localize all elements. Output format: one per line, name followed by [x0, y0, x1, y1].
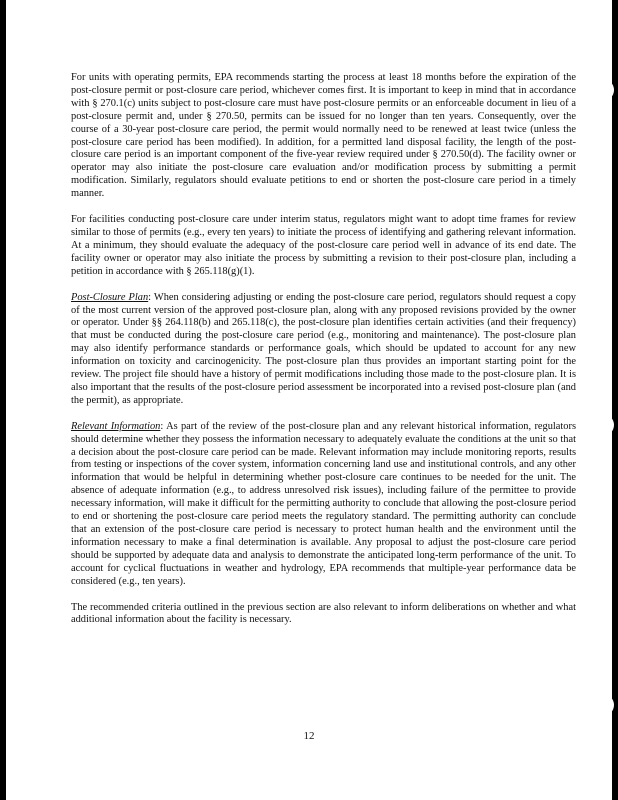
section-heading-post-closure-plan: Post-Closure Plan [71, 291, 149, 303]
paragraph-operating-permits [71, 72, 576, 201]
paragraph-text: For units with operating permits, EPA recommends starting the process at least 18 months before the expiration of the post-closure permit or post-closure care period, whichever comes first. It is important to keep in mind that in accordance with § 270.1(c) units subject to post-closure care must have post-closure permits or an enforceable document in lieu of a post-closure permit and, under § 270.50, permits can be issued for no longer than ten years. Consequently, over the course of a 30-year post-closure care period, the permit would normally need to be renewed at least twice (unless the post-closure care period has been modified). In addition, for a permitted land disposal facility, the length of the post-closure care period is an important component of the five-year review required under § 270.50(d). The facility owner or operator may also initiate the post-closure care evaluation and/or modification process by submitting a permit modification. Similarly, regulators should evaluate petitions to end or shorten the post-closure care period in a timely manner. [71, 72, 576, 200]
page-number: 12 [303, 730, 315, 742]
paragraph-text: : When considering adjusting or ending the post-closure care period, regulators should request a copy of the most current version of the approved post-closure plan, along with any proposed revisions provided by the owner or operator. Under §§ 264.118(b) and 265.118(c), the post-closure plan identifies certain activities (and their frequency) that must be conducted during the post-closure care period (e.g., monitoring and maintenance). The post-closure plan may also identify performance standards or performance goals, which should be updated to account for any new information on toxicity and carcinogenicity. The post-closure plan thus provides an important starting point for the review. The project file should have a history of permit modifications including those made to the post-closure plan. It is also important that the results of the post-closure period assessment be incorporated into a revised post-closure plan (and the permit), as appropriate. [71, 291, 576, 406]
punch-hole-icon [592, 414, 614, 436]
paragraph-post-closure-plan [71, 292, 576, 408]
document-page [6, 0, 612, 800]
punch-hole-icon [592, 79, 614, 101]
paragraph-recommended-criteria [71, 602, 576, 628]
paragraph-interim-status [71, 214, 576, 279]
paragraph-relevant-information [71, 421, 576, 589]
paragraph-text: For facilities conducting post-closure care under interim status, regulators might want to adopt time frames for review similar to those of permits (e.g., every ten years) to initiate the process of identifying and gathering relevant information. At a minimum, they should evaluate the adequacy of the post-closure care period well in advance of its end date. The facility owner or operator may also initiate the process by submitting a revision to their post-closure plan, including a petition in accordance with § 265.118(g)(1). [71, 214, 576, 277]
paragraph-text: : As part of the review of the post-closure plan and any relevant historical information, regulators should determine whether they possess the information necessary to adequately evaluate the conditions at the unit so that a decision about the post-closure care period can be made. Relevant information may include monitoring reports, results from testing or inspections of the cover system, information concerning land use and institutional controls, and any other information that would be helpful in determining whether post-closure care continues to be needed for the unit. The absence of adequate information (e.g., to address unresolved risk issues), including failure of the permittee to provide necessary information, will make it difficult for the permitting authority to conclude that allowing the post-closure period to end or shortening the post-closure care period meets the regulatory standard. The permitting authority can conclude that an extension of the post-closure care period is necessary to protect human health and the environment until the information necessary to make a final determination is available. Any proposal to adjust the post-closure care period should be supported by adequate data and analysis to demonstrate the anticipated long-term performance of the unit. To account for cyclical fluctuations in weather and hydrology, EPA recommends that multiple-year performance data be considered (e.g., ten years). [71, 420, 576, 587]
section-heading-relevant-information: Relevant Information [71, 420, 161, 432]
paragraph-text: The recommended criteria outlined in the previous section are also relevant to inform deliberations on whether and what additional information about the facility is necessary. [71, 601, 576, 626]
document-body [71, 72, 576, 640]
punch-hole-icon [592, 694, 614, 716]
